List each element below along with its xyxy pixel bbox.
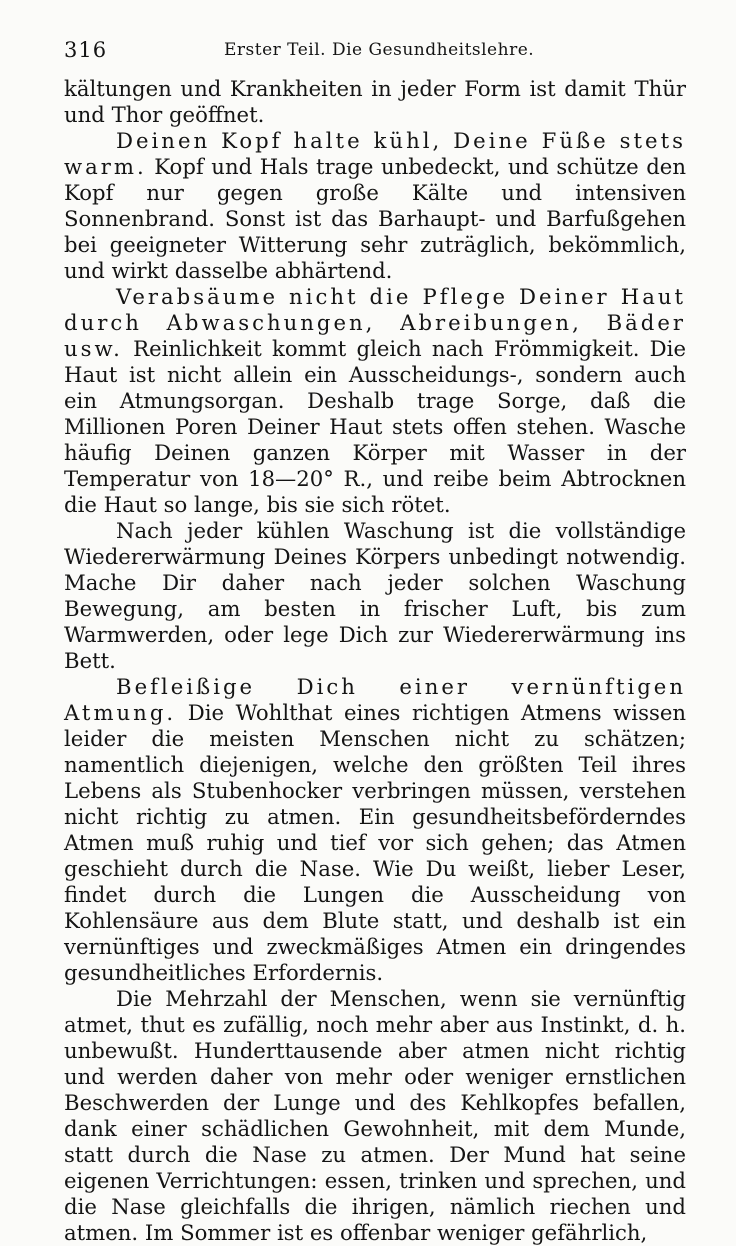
- paragraph-1: [64, 76, 686, 128]
- paragraph-text: Nach jeder kühlen Waschung ist die vollständige Wiedererwärmung Deines Körpers unbedingt notwendig. Mache Dir daher nach jeder solchen Waschung Bewegung, am besten in frischer Luft, bis zum Warmwerden, oder lege Dich zur Wiedererwärmung ins Bett.: [64, 518, 686, 673]
- running-head: Erster Teil. Die Gesundheitslehre.: [224, 40, 535, 60]
- paragraph-text: Die Wohlthat eines richtigen Atmens wissen leider die meisten Menschen nicht zu schätzen; namentlich diejenigen, welche den größten Teil ihres Lebens als Stubenhocker verbringen müssen, verstehen nicht richtig zu atmen. Ein gesundheitsbeförderndes Atmen muß ruhig und tief vor sich gehen; das Atmen geschieht durch die Nase. Wie Du weißt, lieber Leser, findet durch die Lungen die Ausscheidung von Kohlensäure aus dem Blute statt, und deshalb ist ein vernünftiges und zweckmäßiges Atmen ein dringendes gesundheitliches Erfordernis.: [64, 700, 686, 985]
- paragraph-3: [64, 284, 686, 518]
- paragraph-text: Kopf und Hals trage unbedeckt, und schütze den Kopf nur gegen große Kälte und intensiven Sonnenbrand. Sonst ist das Barhaupt- und Barfußgehen bei geeigneter Witterung sehr zuträglich, bekömmlich, und wirkt dasselbe abhärtend.: [64, 154, 686, 283]
- paragraph-2: [64, 128, 686, 284]
- paragraph-emphasis: Deinen Kopf halte kühl, Deine Füße stets warm.: [64, 128, 686, 179]
- paragraph-6: [64, 986, 686, 1246]
- paragraph-4: [64, 518, 686, 674]
- page-number: 316: [64, 38, 108, 62]
- body-text: [64, 76, 686, 1246]
- paragraph-text: Reinlichkeit kommt gleich nach Frömmigkeit. Die Haut ist nicht allein ein Ausscheidungs-, sondern auch ein Atmungsorgan. Deshalb trage Sorge, daß die Millionen Poren Deiner Haut stets offen stehen. Wasche häufig Deinen ganzen Körper mit Wasser in der Temperatur von 18—20° R., und reibe beim Abtrocknen die Haut so lange, bis sie sich rötet.: [64, 336, 686, 517]
- paragraph-text: kältungen und Krankheiten in jeder Form ist damit Thür und Thor geöffnet.: [64, 76, 686, 127]
- paragraph-emphasis: Befleißige Dich einer vernünftigen Atmung.: [64, 674, 686, 725]
- paragraph-emphasis: Verabsäume nicht die Pflege Deiner Haut durch Abwaschungen, Abreibungen, Bäder usw.: [64, 284, 686, 361]
- paragraph-5: [64, 674, 686, 986]
- paragraph-text: Die Mehrzahl der Menschen, wenn sie vernünftig atmet, thut es zufällig, noch mehr aber aus Instinkt, d. h. unbewußt. Hunderttausende aber atmen nicht richtig und werden daher von mehr oder weniger ernstlichen Beschwerden der Lunge und des Kehlkopfes befallen, dank einer schädlichen Gewohnheit, mit dem Munde, statt durch die Nase zu atmen. Der Mund hat seine eigenen Verrichtungen: essen, trinken und sprechen, und die Nase gleichfalls die ihrigen, nämlich riechen und atmen. Im Sommer ist es offenbar weniger gefährlich,: [64, 986, 686, 1245]
- page-header: [64, 30, 686, 76]
